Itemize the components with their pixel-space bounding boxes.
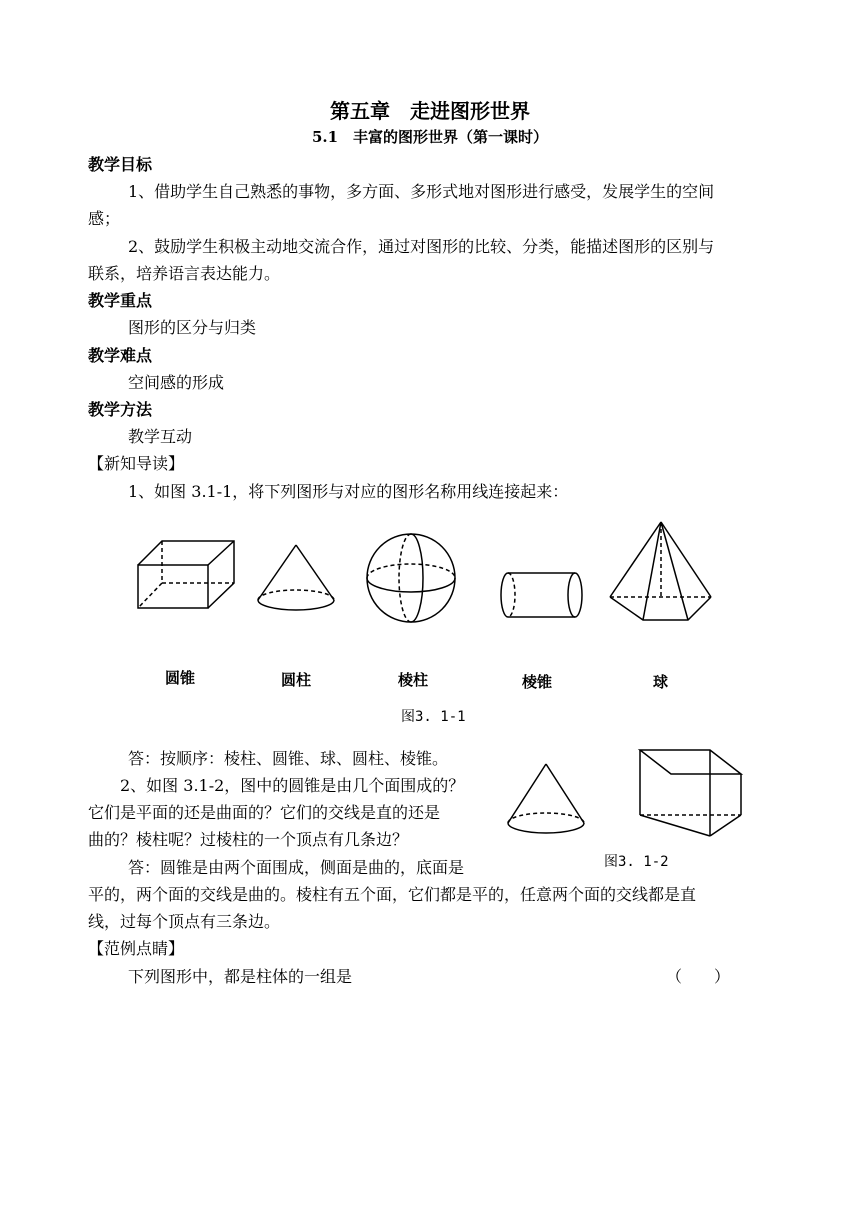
difficulties-heading: 教学难点 (88, 346, 153, 365)
key-points-text: 图形的区分与归类 (128, 318, 257, 337)
key-points-heading: 教学重点 (88, 291, 153, 310)
answer-1: 答：按顺序：棱柱、圆锥、球、圆柱、棱锥。 (128, 749, 449, 768)
answer-2-line-1: 答：圆锥是由两个面围成，侧面是曲的，底面是 (128, 858, 465, 877)
objective-1-line-1: 1、借助学生自己熟悉的事物，多方面、多形式地对图形进行感受，发展学生的空间 (128, 182, 715, 201)
figure-label-5: 球 (653, 673, 669, 691)
new-knowledge-heading: 【新知导读】 (88, 454, 185, 473)
figure-1-caption: 图3. 1-1 (401, 709, 466, 725)
section-subtitle: 5.1 丰富的图形世界（第一课时） (311, 128, 549, 146)
prism-shape (138, 541, 234, 608)
answer-2-line-3: 线，过每个顶点有三条边。 (88, 912, 281, 931)
objective-1-line-2: 感； (88, 209, 121, 228)
figure-label-4: 棱锥 (522, 673, 553, 691)
example-heading: 【范例点睛】 (88, 939, 185, 958)
question-1: 1、如图 3.1-1，将下列图形与对应的图形名称用线连接起来： (128, 482, 569, 501)
answer-2-line-2: 平的，两个面的交线是曲的。棱柱有五个面，它们都是平的，任意两个面的交线都是直 (88, 885, 697, 904)
example-text: 下列图形中，都是柱体的一组是 (128, 967, 353, 986)
sphere-shape (367, 534, 455, 622)
figure-label-3: 棱柱 (398, 671, 429, 689)
triangular-prism-shape (640, 750, 741, 836)
question-2-line-3: 曲的？棱柱呢？过棱柱的一个顶点有几条边？ (88, 830, 409, 849)
objective-2-line-2: 联系，培养语言表达能力。 (88, 264, 281, 283)
question-2-line-2: 它们是平面的还是曲面的？它们的交线是直的还是 (88, 803, 441, 822)
figure-label-1: 圆锥 (165, 669, 196, 687)
cone-shape-2 (508, 764, 584, 833)
objectives-heading: 教学目标 (88, 155, 153, 174)
method-heading: 教学方法 (88, 400, 153, 419)
question-2-line-1: 2、如图 3.1-2，图中的圆锥是由几个面围成的？ (120, 776, 465, 795)
figure-2-caption: 图3. 1-2 (604, 854, 669, 870)
figure-label-2: 圆柱 (281, 671, 312, 689)
difficulties-text: 空间感的形成 (128, 373, 225, 392)
page-title: 第五章 走进图形世界 (330, 99, 530, 123)
answer-blank: （ ） (666, 967, 731, 986)
objective-2-line-1: 2、鼓励学生积极主动地交流合作，通过对图形的比较、分类，能描述图形的区别与 (128, 237, 715, 256)
cone-shape (258, 545, 334, 610)
cylinder-shape (501, 573, 582, 617)
method-text: 教学互动 (128, 427, 193, 446)
pyramid-shape (610, 522, 711, 620)
